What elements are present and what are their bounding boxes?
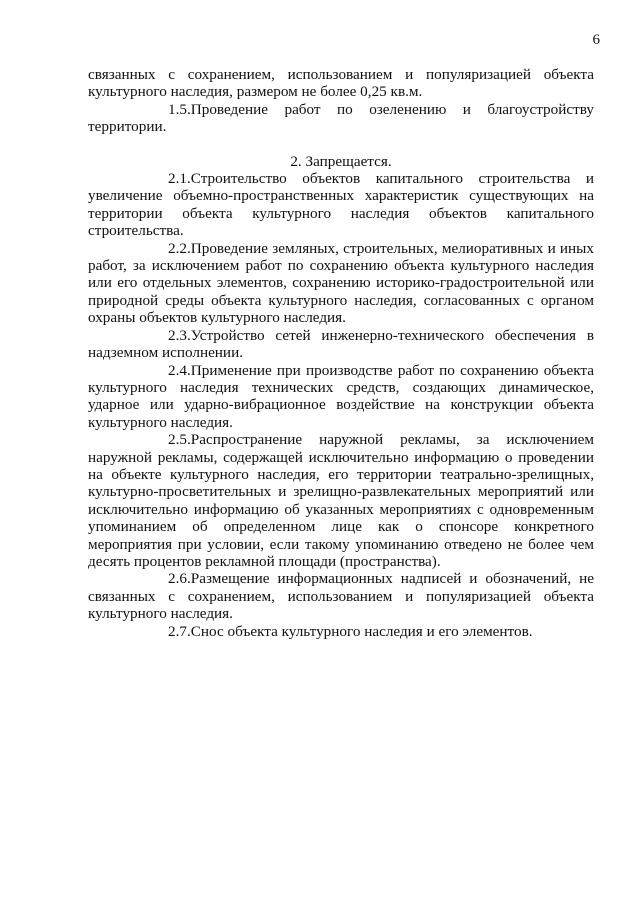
item-number: 2.6. bbox=[168, 570, 191, 588]
item-1-5 bbox=[88, 101, 594, 136]
continuation-paragraph: связанных с сохранением, использованием и популяризацией объекта культурного наследия, размером не более 0,25 кв.м. bbox=[88, 66, 594, 101]
document-body bbox=[88, 66, 594, 640]
item-number: 2.1. bbox=[168, 170, 191, 188]
item-number: 2.2. bbox=[168, 239, 191, 257]
item-text: Распространение наружной рекламы, за исключением наружной рекламы, содержащей исключительно информацию о проведении на объекте культурного наследия, его территории театрально-зрелищных, культурно-просветительных и зрелищно-развлекательных мероприятий или исключительно информацию об указанных мероприятиях с одновременным упоминанием об определенном лице как о спонсоре конкретного мероприятия при условии, если такому упоминанию отведено не более чем десять процентов рекламной площади (пространства). bbox=[88, 431, 594, 570]
item-text: Устройство сетей инженерно-технического обеспечения в надземном исполнении. bbox=[88, 326, 594, 362]
item-number: 1.5. bbox=[168, 100, 191, 118]
item-2-4 bbox=[88, 362, 594, 432]
item-text: Снос объекта культурного наследия и его элементов. bbox=[190, 622, 533, 640]
page-number: 6 bbox=[592, 32, 600, 48]
section-heading: 2. Запрещается. bbox=[290, 152, 392, 170]
item-2-2 bbox=[88, 240, 594, 327]
item-text: Строительство объектов капитального строительства и увеличение объемно-пространственных характеристик существующих на территории объекта культурного наследия объектов капитального строительства. bbox=[88, 170, 594, 240]
item-2-7 bbox=[88, 623, 594, 640]
item-2-6 bbox=[88, 570, 594, 622]
item-2-3 bbox=[88, 327, 594, 362]
item-number: 2.3. bbox=[168, 326, 191, 344]
item-number: 2.5. bbox=[168, 431, 191, 449]
item-text: Применение при производстве работ по сохранению объекта культурного наследия технических средств, создающих динамическое, ударное или ударно-вибрационное воздействие на конструкции объекта культурного наследия. bbox=[88, 361, 594, 431]
item-text: Размещение информационных надписей и обозначений, не связанных с сохранением, использованием и популяризацией объекта культурного наследия. bbox=[88, 570, 594, 623]
item-text: Проведение земляных, строительных, мелиоративных и иных работ, за исключением работ по сохранению объекта культурного наследия или его отдельных элементов, сохранению историко-градостроительной или природной среды объекта культурного наследия, согласованных с органом охраны объектов культурного наследия. bbox=[88, 239, 594, 327]
item-number: 2.7. bbox=[168, 622, 191, 640]
item-text: Проведение работ по озеленению и благоустройству территории. bbox=[88, 100, 594, 136]
item-2-5 bbox=[88, 431, 594, 570]
item-number: 2.4. bbox=[168, 361, 191, 379]
item-2-1 bbox=[88, 170, 594, 240]
